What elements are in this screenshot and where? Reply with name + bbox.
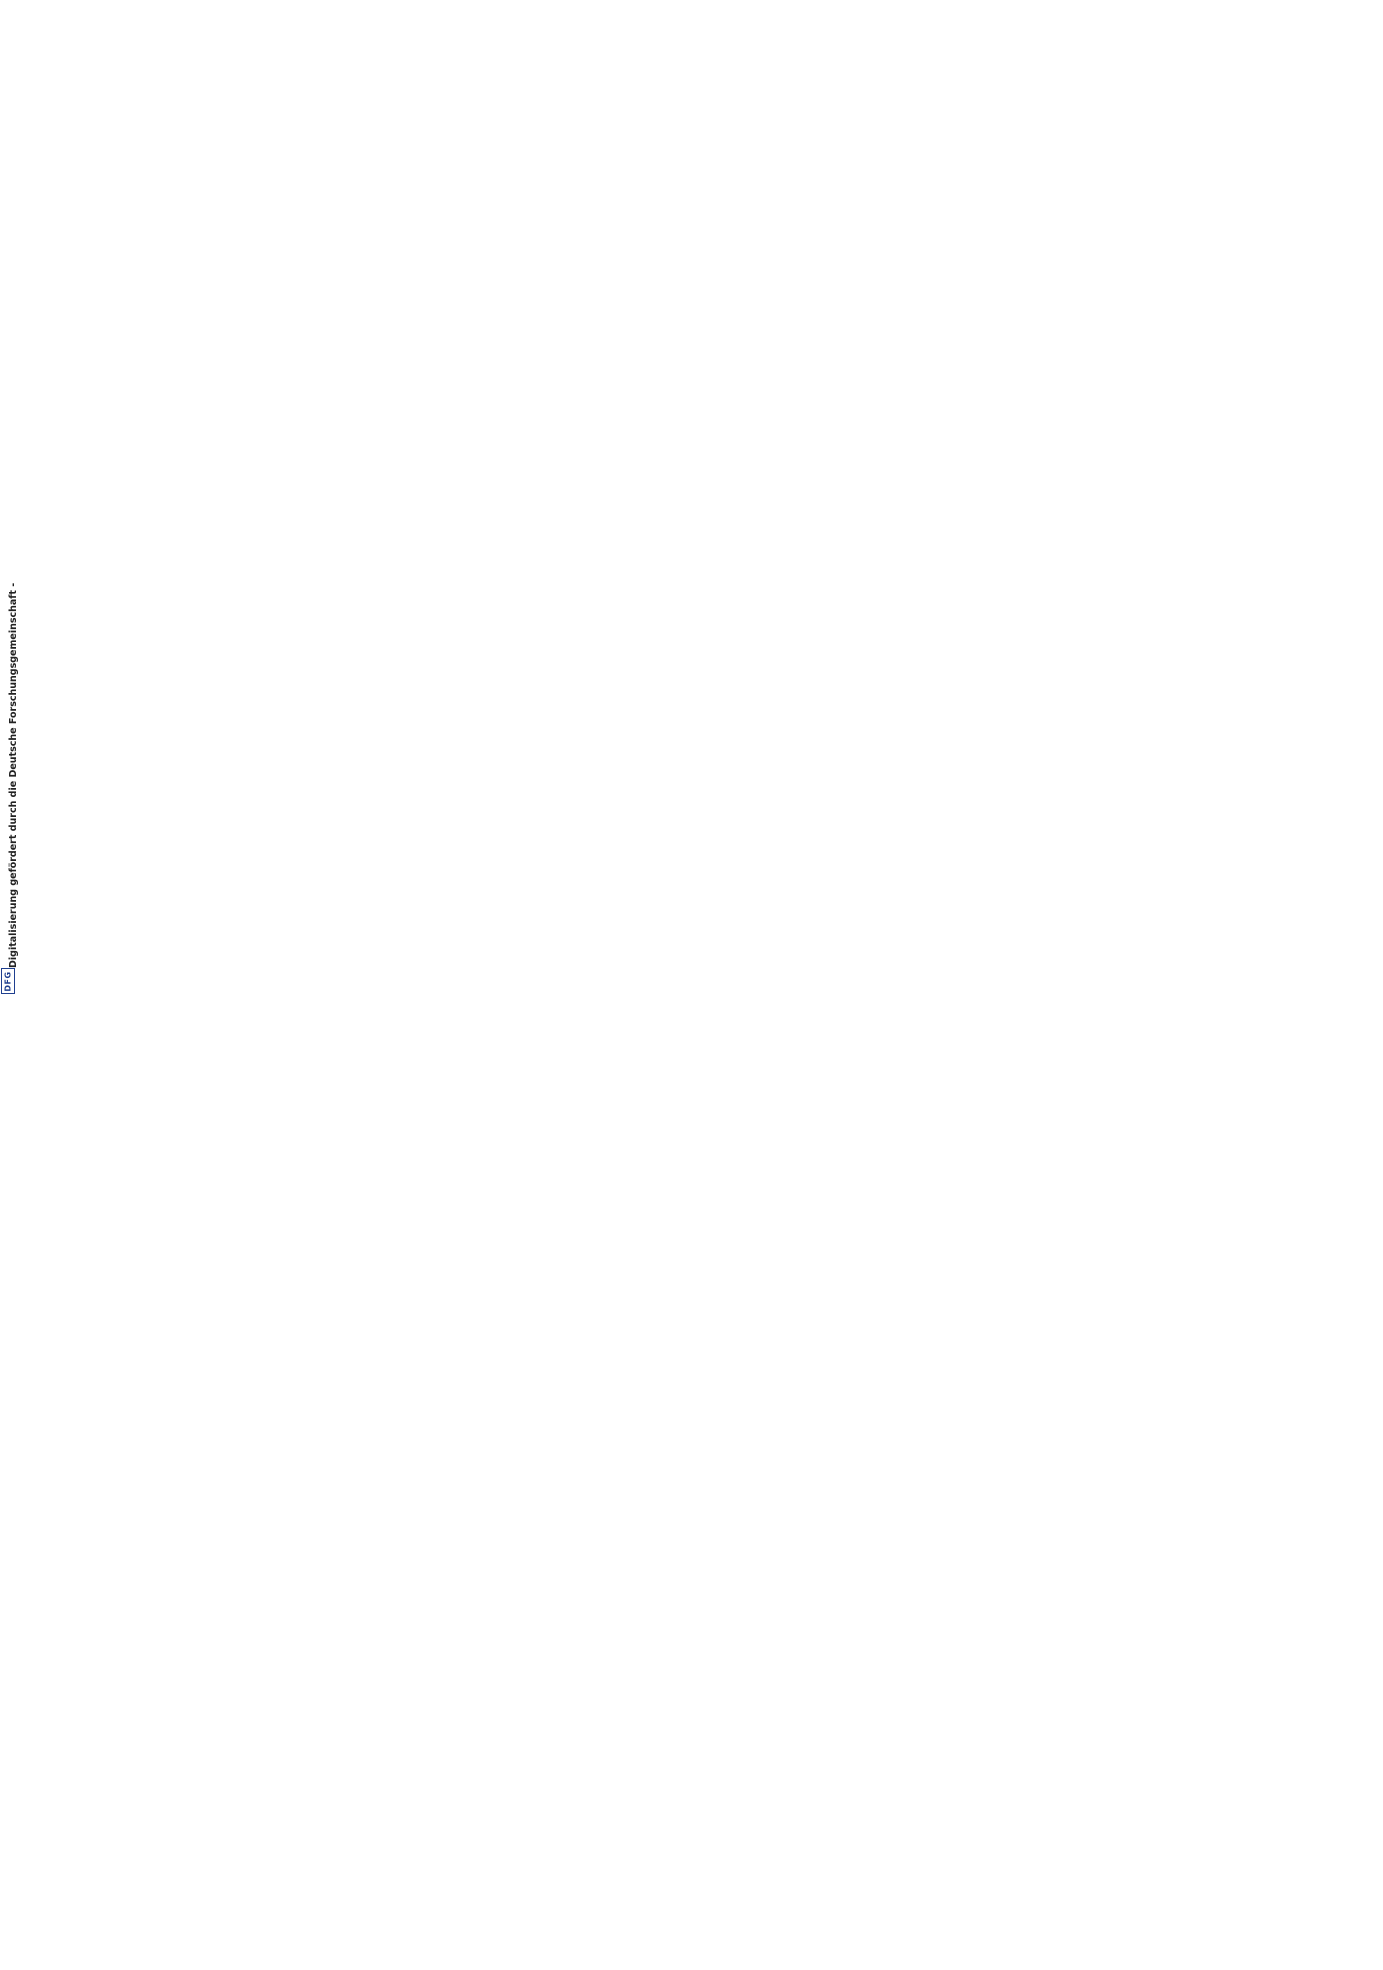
page-content: [0, 990, 141, 1970]
dfg-logo: DFG: [1, 968, 15, 994]
digitization-credit-strip: [0, 0, 19, 1000]
digitization-credit-text: Digitalisierung gefördert durch die Deutsche Forschungsgemeinschaft -: [8, 582, 19, 968]
scanned-page: [0, 990, 141, 1970]
